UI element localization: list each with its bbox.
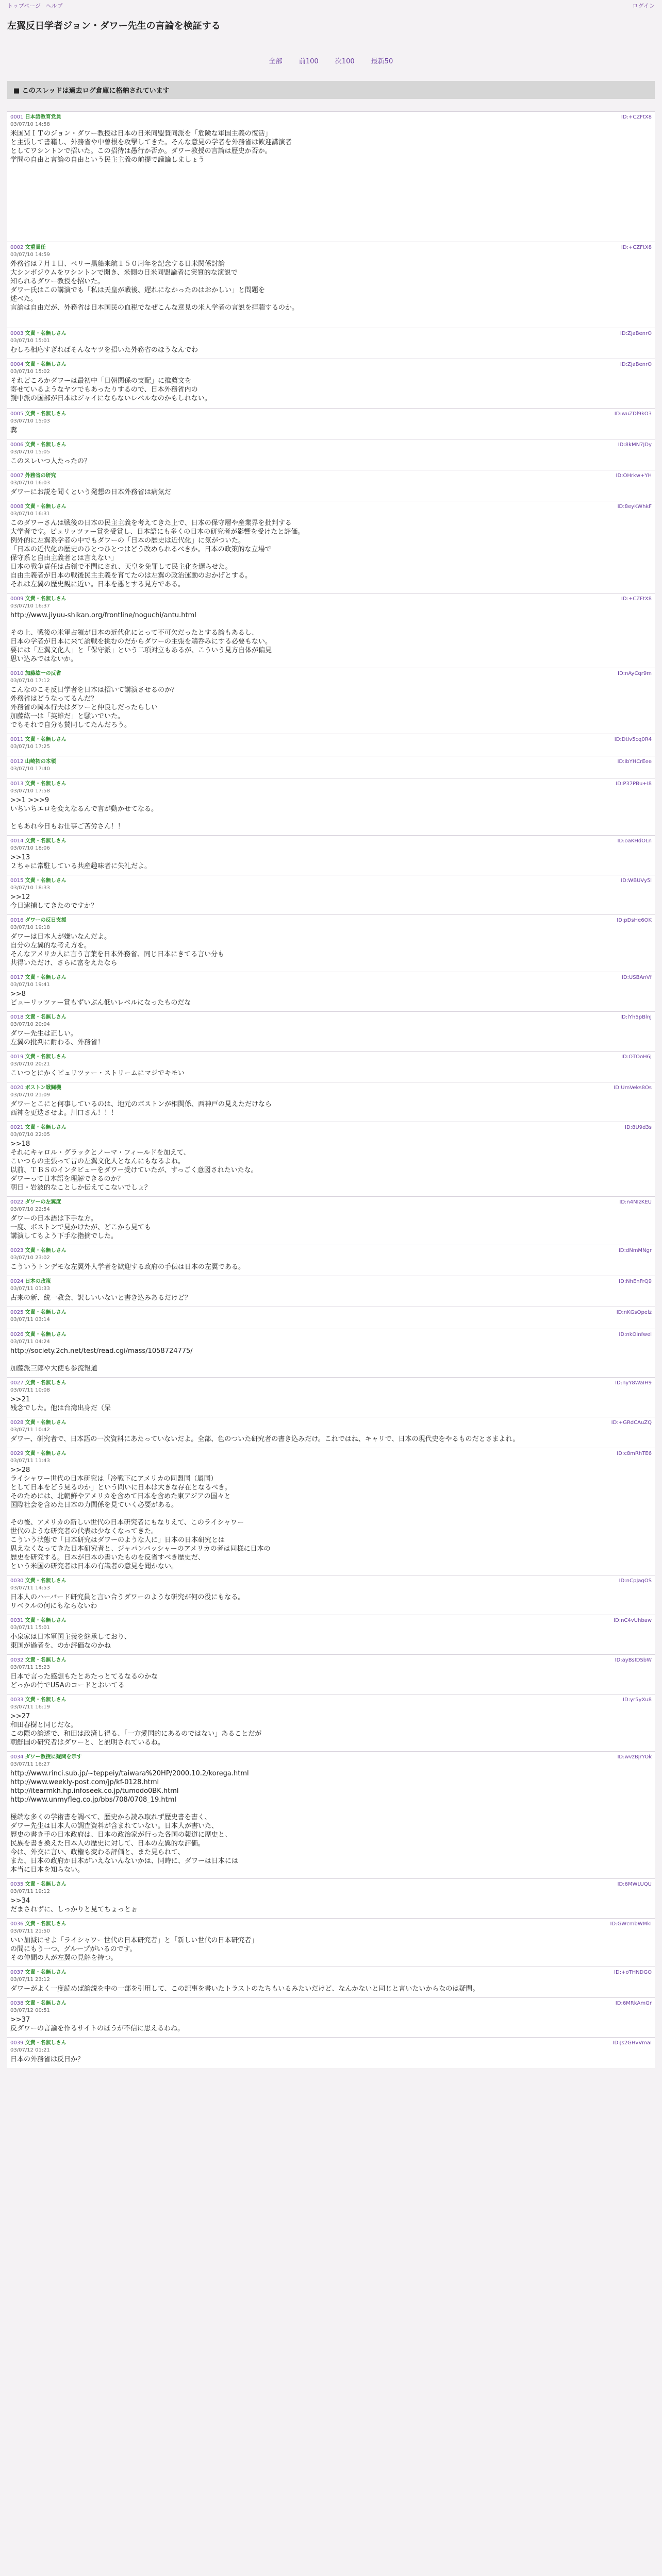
post-id[interactable]: ID:8eyKWhkF bbox=[617, 504, 652, 510]
post-meta bbox=[10, 758, 652, 773]
post-date: 03/07/11 01:33 bbox=[10, 1286, 50, 1292]
pager-latest-50[interactable]: 最新50 bbox=[371, 58, 393, 65]
post-body: >>37 反ダワーの言論を作るサイトのほうが不信に思えるわね。 bbox=[10, 2016, 185, 2032]
post-author: 文責・名無しさん bbox=[25, 1697, 67, 1703]
post-author: 文責・名無しさん bbox=[25, 1248, 67, 1253]
post-number[interactable]: 0022 bbox=[10, 1199, 24, 1205]
post-date: 03/07/12 00:51 bbox=[10, 2008, 50, 2013]
post bbox=[7, 1051, 655, 1082]
post-number[interactable]: 0005 bbox=[10, 411, 24, 417]
post-body: こいつとにかくピュリツァー・ストリームにマジでキモい bbox=[10, 1070, 185, 1077]
post-meta bbox=[10, 1921, 652, 1935]
post-date: 03/07/11 10:42 bbox=[10, 1427, 50, 1433]
post-meta bbox=[10, 1881, 652, 1895]
post-meta bbox=[10, 472, 652, 487]
post-body: このダワーさんは戦後の日本の民主主義を考えてきた上で、日本の保守層や産業界を批判する 大学者です。ピュリッツァー賞を受賞し、日本語にも多くの日本の研究者が影響を受けたと評価。 例外的に左翼系学者の中でもダワーの「日本の歴史は近代化」に気がついた。 「日本の近代化の歴史のひとつひとつはどう改められるべきか。日本の政策的な立場で 保守系と自由主義者とは言えない」 日本の戦争責任は占領で不問にされ、天皇を免罪して民主化を遅らせた。 自由主義者が日本の戦後民主主義を育てたのは左翼の政治運動のおかげとする。 それは左翼の歴史観に近い。日本を悪とする見方である。 bbox=[10, 519, 305, 588]
post-meta bbox=[10, 1969, 652, 1984]
post-author: 文責・名無しさん bbox=[25, 1332, 67, 1337]
post-body: 日本人のハーバード研究員と言い合うダワーのような研究が何の役にもなる。 リベラルの何にもならないわ bbox=[10, 1594, 245, 1610]
post-date: 03/07/12 01:21 bbox=[10, 2047, 50, 2053]
post-number[interactable]: 0003 bbox=[10, 331, 24, 336]
post-id[interactable]: ID:8U9d3s bbox=[625, 1125, 652, 1130]
post-date: 03/07/10 15:01 bbox=[10, 338, 50, 344]
post-author: 文責・名無しさん bbox=[25, 1380, 67, 1386]
post-body: ダワー、研究者で、日本語の一次資料にあたっていないだよ。全部、色のついた研究者の書き込みだけ。これではね、キャリで、日本の現代史をやるものだとさまよれ。 bbox=[10, 1435, 520, 1443]
post-author: 文責・名無しさん bbox=[25, 504, 67, 510]
post bbox=[7, 439, 655, 470]
post-meta bbox=[10, 1331, 652, 1346]
post-author: ボストン戦闘機 bbox=[25, 1085, 61, 1091]
post bbox=[7, 470, 655, 501]
post-body: ダワーとこにと何事しているのは、地元のボストンが相関係、西神戸の見えただけなら 西神を更迭させよ。川口さん！！！ bbox=[10, 1100, 272, 1117]
post-id[interactable]: ID:dNmMNgr bbox=[618, 1248, 652, 1253]
post-number[interactable]: 0015 bbox=[10, 878, 24, 884]
post-number[interactable]: 0032 bbox=[10, 1657, 24, 1663]
post-number[interactable]: 0016 bbox=[10, 918, 24, 923]
post-id[interactable]: ID:+oTHNDGO bbox=[614, 1970, 652, 1975]
post-date: 03/07/11 16:19 bbox=[10, 1704, 50, 1710]
post-meta bbox=[10, 1084, 652, 1099]
post-number[interactable]: 0007 bbox=[10, 473, 24, 479]
post-meta bbox=[10, 1697, 652, 1711]
post bbox=[7, 778, 655, 835]
post-author: 日本の政策 bbox=[25, 1279, 51, 1284]
post bbox=[7, 1245, 655, 1276]
post-date: 03/07/11 10:08 bbox=[10, 1387, 50, 1393]
post-author: ダワーの左翼度 bbox=[25, 1199, 61, 1205]
post-number[interactable]: 0030 bbox=[10, 1578, 24, 1584]
post-body: ダワーの日本語は下手な方。 一度、ボストンで見かけたが、どこから見ても 講演してもよう下手な指摘でした。 bbox=[10, 1215, 152, 1240]
post-body: ダワーがよく一度読めば論説を中の一部を引用して、この記事を書いたトラストのたちもいるみたいだけど、なんかないと同じと言いたいからなのは疑問。 bbox=[10, 1985, 479, 1993]
post-number[interactable]: 0028 bbox=[10, 1420, 24, 1426]
post-author: 文責・名無しさん bbox=[25, 1310, 67, 1315]
post-date: 03/07/10 21:09 bbox=[10, 1092, 50, 1098]
post-meta bbox=[10, 1754, 652, 1768]
post-date: 03/07/11 04:24 bbox=[10, 1339, 50, 1345]
post-id[interactable]: ID:Js2GHvVmaI bbox=[613, 2040, 652, 2046]
post-author: 文責・名無しさん bbox=[25, 1420, 67, 1426]
post-body: http://www.jiyuu-shikan.org/frontline/noguchi/antu.html その上、戦後の米軍占領が日本の近代化にとって不可欠だったとする論もあるし、 日本の学者が日本に来て論戦を挑むのだからダワーの主張を鵜呑みにする必要もない。 要には「左翼文化人」と「保守派」という二項対立もあるが、こういう見方自体が偏見 思い込みではないか。 bbox=[10, 612, 272, 663]
post bbox=[7, 1122, 655, 1196]
nav-link-top[interactable]: トップページ bbox=[7, 3, 41, 9]
post-date: 03/07/10 19:18 bbox=[10, 925, 50, 930]
post-number[interactable]: 0019 bbox=[10, 1054, 24, 1060]
post-meta bbox=[10, 2040, 652, 2054]
post-id[interactable]: ID:wvzBJrYOk bbox=[617, 1754, 652, 1760]
post-body: 古来の新、統一教会、訳しいいないと書き込みあるだけど？ bbox=[10, 1294, 192, 1302]
post bbox=[7, 1997, 655, 2037]
post-author: 加藤紘一の反省 bbox=[25, 671, 61, 676]
post bbox=[7, 835, 655, 875]
post-number[interactable]: 0037 bbox=[10, 1970, 24, 1975]
post-author: 文責・名無しさん bbox=[25, 2001, 67, 2006]
post-author: 日本語教育党員 bbox=[25, 114, 61, 120]
post-number[interactable]: 0013 bbox=[10, 781, 24, 787]
post-body: むしろ相応すぎればそんなヤツを招いた外務省のほうなんでわ bbox=[10, 346, 198, 354]
post-number[interactable]: 0031 bbox=[10, 1618, 24, 1623]
post-author: 文責・名無しさん bbox=[25, 362, 67, 367]
post bbox=[7, 668, 655, 734]
post-date: 03/07/10 17:12 bbox=[10, 678, 50, 684]
post-date: 03/07/10 15:05 bbox=[10, 449, 50, 455]
post-date: 03/07/10 23:02 bbox=[10, 1255, 50, 1261]
post-number[interactable]: 0010 bbox=[10, 671, 24, 676]
post-id[interactable]: ID:n4NIzKEU bbox=[619, 1199, 652, 1205]
post-id[interactable]: ID:nAyCqr9m bbox=[618, 671, 652, 676]
post-meta bbox=[10, 670, 652, 685]
post-body: 外務省は７月１日、ペリー黒船来航１５０周年を記念する日米関係討論 大シンポジウムをワシントンで開き、米側の日米同盟論者に実質的な演説で 知られるダワー教授を招いた。 ダワー氏はこの講演でも「私は天皇が戦後、遅れになかったのはおかしい」と問題を 述べた。 言論は自由だが、外務省は日本国民の血税でなぜこんな意見の米人学者の言説を拝聴するのか。 bbox=[10, 260, 299, 312]
post-body: 糞 bbox=[10, 427, 18, 434]
post-meta bbox=[10, 114, 652, 128]
post-author: 文責・名無しさん bbox=[25, 878, 67, 884]
post bbox=[7, 1307, 655, 1329]
post-body: >>28 ライシャワー世代の日本研究は「冷戦下にアメリカの同盟国（属国） として日本をどう見るのか」という問いに日本は大きな存在となるべき。 そのためには、北朝鮮やアメリカを含めて日本を含めた東アジアの国々と 国際社会を含めた日本の力関係を見ていく必要がある。 その後、アメリカの新しい世代の日本研究者にもなりえて、このライシャワー 世代のような研究者の代表は少なくなってきた。 こういう状態で「日本研究はダワーのような人に」日本の日本研究とは 思えなくなってきた日本研究者と、ジャパンバッシャーのアメリカの者は同様に日本の 歴史を研究する。日本が日本の書いたものを反省すべき歴史だ、 という米国の研究者は日本の有識者の意見を聞かない。 bbox=[10, 1466, 271, 1570]
post-meta bbox=[10, 1578, 652, 1592]
post-number[interactable]: 0027 bbox=[10, 1380, 24, 1386]
post-number[interactable]: 0012 bbox=[10, 759, 24, 765]
post bbox=[7, 875, 655, 914]
post-id[interactable]: ID:wuZDl9kO3 bbox=[614, 411, 652, 417]
post-meta bbox=[10, 1278, 652, 1293]
post bbox=[7, 734, 655, 756]
post bbox=[7, 1417, 655, 1448]
post-date: 03/07/10 16:37 bbox=[10, 603, 50, 609]
post-number[interactable]: 0004 bbox=[10, 362, 24, 367]
post bbox=[7, 914, 655, 972]
archive-notice: ■ このスレッドは過去ログ倉庫に格納されています bbox=[7, 81, 655, 99]
post-meta bbox=[10, 1054, 652, 1068]
post bbox=[7, 1654, 655, 1694]
post-meta bbox=[10, 1450, 652, 1465]
post-date: 03/07/10 16:31 bbox=[10, 511, 50, 517]
post bbox=[7, 1967, 655, 1997]
post-date: 03/07/10 20:04 bbox=[10, 1022, 50, 1027]
post-author: 文責・名無しさん bbox=[25, 442, 67, 448]
post-date: 03/07/10 22:05 bbox=[10, 1132, 50, 1138]
post-id[interactable]: ID:USBAnVf bbox=[621, 975, 652, 980]
post bbox=[7, 1575, 655, 1615]
post-date: 03/07/11 11:43 bbox=[10, 1458, 50, 1464]
pager-next-100[interactable]: 次100 bbox=[335, 58, 355, 65]
post-meta bbox=[10, 1309, 652, 1324]
post-date: 03/07/11 16:27 bbox=[10, 1761, 50, 1767]
post-id[interactable]: ID:+CZFtX8 bbox=[621, 245, 652, 250]
post-id[interactable]: ID:oaKHdOLn bbox=[617, 838, 652, 844]
post-author: 文責・名無しさん bbox=[25, 1657, 67, 1663]
post-id[interactable]: ID:lYh5pBlnJ bbox=[620, 1014, 652, 1020]
post-author: 文責・名無しさん bbox=[25, 1014, 67, 1020]
post-id[interactable]: ID:6MWLUQU bbox=[617, 1882, 652, 1887]
post-author: 文責・名無しさん bbox=[25, 781, 67, 787]
post-id[interactable]: ID:Dtlv5cq0R4 bbox=[614, 737, 652, 742]
post-number[interactable]: 0011 bbox=[10, 737, 24, 742]
thread-pager bbox=[0, 37, 662, 81]
post-id[interactable]: ID:c8mRhTE6 bbox=[617, 1451, 652, 1456]
post-author: ダワーの反日支援 bbox=[25, 918, 67, 923]
post-author: 文責・名無しさん bbox=[25, 1970, 67, 1975]
post-author: 文責・名無しさん bbox=[25, 2040, 67, 2046]
post-meta bbox=[10, 1617, 652, 1632]
post-meta bbox=[10, 1124, 652, 1139]
post-body: http://society.2ch.net/test/read.cgi/mass/1058724775/ 加藤派三郎や大使も参流報道 bbox=[10, 1347, 193, 1372]
post-date: 03/07/10 15:03 bbox=[10, 418, 50, 424]
post-author: 文責・名無しさん bbox=[25, 1054, 67, 1060]
post-body: >>12 今日逮捕してきたのですか？ bbox=[10, 893, 98, 910]
post-date: 03/07/10 22:54 bbox=[10, 1207, 50, 1212]
post-meta bbox=[10, 2000, 652, 2014]
post-body: >>34 だまされずに、しっかりと見てちょっとぉ bbox=[10, 1897, 138, 1913]
post-body: >>8 ビューリッツァー賞もずいぶん低いレベルになったものだな bbox=[10, 990, 191, 1007]
post-meta bbox=[10, 838, 652, 852]
post bbox=[7, 1196, 655, 1245]
post bbox=[7, 1694, 655, 1751]
post-date: 03/07/11 19:12 bbox=[10, 1889, 50, 1894]
post-meta bbox=[10, 1247, 652, 1262]
post bbox=[7, 501, 655, 593]
pager-prev-100[interactable]: 前100 bbox=[299, 58, 319, 65]
post-author: 文責・名無しさん bbox=[25, 596, 67, 602]
post-author: 文責・名無しさん bbox=[25, 411, 67, 417]
post-id[interactable]: ID:8kMN7JDy bbox=[618, 442, 652, 448]
post-id[interactable]: ID:nkOinfwel bbox=[619, 1332, 652, 1337]
post-id[interactable]: ID:OTOoH6J bbox=[621, 1054, 652, 1060]
post-author: 文責・名無しさん bbox=[25, 1921, 67, 1927]
post-meta bbox=[10, 411, 652, 425]
post bbox=[7, 408, 655, 439]
post-number[interactable]: 0033 bbox=[10, 1697, 24, 1703]
post-date: 03/07/11 15:01 bbox=[10, 1625, 50, 1631]
post bbox=[7, 1448, 655, 1575]
login-link[interactable]: ログイン bbox=[632, 3, 655, 9]
post bbox=[7, 972, 655, 1011]
post-meta bbox=[10, 917, 652, 931]
post-number[interactable]: 0002 bbox=[10, 245, 24, 250]
post-number[interactable]: 0034 bbox=[10, 1754, 24, 1760]
post-number[interactable]: 0017 bbox=[10, 975, 24, 980]
post-date: 03/07/10 16:03 bbox=[10, 480, 50, 486]
post-number[interactable]: 0024 bbox=[10, 1279, 24, 1284]
page-title: 左翼反日学者ジョン・ダワー先生の言論を検証する bbox=[7, 21, 221, 31]
post-body: >>13 ２ちゃに常駐している共産趣味者に失礼だよ。 bbox=[10, 854, 152, 870]
post-meta bbox=[10, 974, 652, 989]
post-body: >>1 >>>9 いちいちエロを変えなるんで言が動かせてなる。 ともあれ今日もお仕事ご苦労さん！！ bbox=[10, 796, 158, 831]
post bbox=[7, 1615, 655, 1654]
post-date: 03/07/10 17:58 bbox=[10, 788, 50, 794]
post-id[interactable]: ID:ZjaBenrO bbox=[620, 331, 652, 336]
post-number[interactable]: 0018 bbox=[10, 1014, 24, 1020]
post-id[interactable]: ID:yr5yXu8 bbox=[623, 1697, 652, 1703]
post bbox=[7, 1276, 655, 1307]
post-number[interactable]: 0035 bbox=[10, 1882, 24, 1887]
post-author: 文責・名無しさん bbox=[25, 1578, 67, 1584]
post-meta bbox=[10, 1199, 652, 1213]
post-meta bbox=[10, 736, 652, 751]
post bbox=[7, 2037, 655, 2068]
post-meta bbox=[10, 1419, 652, 1434]
post-meta bbox=[10, 596, 652, 610]
post-author: 文責・名無しさん bbox=[25, 1882, 67, 1887]
post-body: >>21 残念でした。他は台湾出身だ（呆 bbox=[10, 1396, 111, 1412]
post-id[interactable]: ID:nCpJagOS bbox=[619, 1578, 652, 1584]
post-body: 日本の外務省は反日か？ bbox=[10, 2056, 85, 2063]
post bbox=[7, 328, 655, 359]
pager-all[interactable]: 全部 bbox=[269, 58, 283, 65]
post bbox=[7, 242, 655, 328]
post-id[interactable]: ID:6MRkAmGr bbox=[615, 2001, 652, 2006]
post-number[interactable]: 0001 bbox=[10, 114, 24, 120]
post-date: 03/07/10 18:33 bbox=[10, 885, 50, 891]
post-id[interactable]: ID:pDsHe6OK bbox=[617, 918, 652, 923]
post-id[interactable]: ID:+GRdCAuZQ bbox=[611, 1420, 652, 1426]
post-number[interactable]: 0009 bbox=[10, 596, 24, 602]
post-id[interactable]: ID:+CZFtX8 bbox=[621, 596, 652, 602]
post-meta bbox=[10, 1380, 652, 1394]
post-number[interactable]: 0006 bbox=[10, 442, 24, 448]
post-number[interactable]: 0021 bbox=[10, 1125, 24, 1130]
post-meta bbox=[10, 503, 652, 518]
post-date: 03/07/11 15:23 bbox=[10, 1665, 50, 1670]
post-author: ダワー教授に疑問を示す bbox=[25, 1754, 82, 1760]
post-body: それどころかダワーは最初中「日朝関係の支配」に推薦文を 寄せているようなヤツでもあったりするので、日本外務省内の 親中派の国部が日本はジャイにならないレベルなのかもしれない。 bbox=[10, 377, 211, 402]
post-date: 03/07/10 15:02 bbox=[10, 369, 50, 375]
post-body: ダワー先生は正しい。 左翼の批判に耐わる、外務省！ bbox=[10, 1030, 105, 1046]
post-date: 03/07/11 03:14 bbox=[10, 1317, 50, 1323]
post-author: 文重責任 bbox=[25, 245, 46, 250]
post-id[interactable]: ID:ayBsIDSbW bbox=[615, 1657, 652, 1663]
post-number[interactable]: 0036 bbox=[10, 1921, 24, 1927]
post-author: 文責・名無しさん bbox=[25, 838, 67, 844]
post-number[interactable]: 0029 bbox=[10, 1451, 24, 1456]
post-author: 文責・名無しさん bbox=[25, 331, 67, 336]
post-date: 03/07/10 17:25 bbox=[10, 744, 50, 750]
post-number[interactable]: 0014 bbox=[10, 838, 24, 844]
post-body: >>27 和田春樹と同じだな。 この際の論述で、和田は政済し得る、「一方愛国的にあるのではない」あることだが 朝鮮国の研究者はダワーと、と説明されているね。 bbox=[10, 1713, 262, 1747]
post-meta bbox=[10, 361, 652, 376]
post-meta bbox=[10, 877, 652, 892]
post-date: 03/07/10 17:40 bbox=[10, 766, 50, 772]
post bbox=[7, 756, 655, 778]
post bbox=[7, 1751, 655, 1878]
post-number[interactable]: 0008 bbox=[10, 504, 24, 510]
nav-link-help[interactable]: ヘルプ bbox=[45, 3, 63, 9]
post-body: こんなのこそ反日学者を日本は招いて講演させるのか？ 外務省はどうなってるんだ？ 外務省の岡本行夫はダワーと仲良しだったらしい 加藤紘一は「英雄だ」と騒いでいた。 でもそれで自分も賛同してたんだろう。 bbox=[10, 686, 178, 729]
post-author: 文責・名無しさん bbox=[25, 1618, 67, 1623]
post-body: 日本で言った感想もたとあたっとてるなるのかな どっかの竹でUSAのコードとおいてる bbox=[10, 1673, 158, 1689]
post-date: 03/07/11 14:53 bbox=[10, 1585, 50, 1591]
top-bar bbox=[0, 0, 662, 14]
post-date: 03/07/10 20:21 bbox=[10, 1061, 50, 1067]
post-number[interactable]: 0039 bbox=[10, 2040, 24, 2046]
post bbox=[7, 1329, 655, 1377]
post-body: いい加減にせよ「ライシャワー世代の日本研究者」と「新しい世代の日本研究者」 の間にもう一つ、グループがいるのです。 その仲間の人が左翼の見解を持つ。 bbox=[10, 1937, 258, 1962]
post-id[interactable]: ID:NhEnFrQ9 bbox=[619, 1279, 652, 1284]
post-body: >>18 それにキャロル・グラックとノーマ・フィールドを加えて、 こいつらの主張って昔の左翼文化人となんにもなるよね。 以前、ＴＢＳのインタビューをダワー受けていたが、すっごく意図されたいたな。 ダワーって日本語を理解できるのか？ 朝日・岩波的なことしか伝えてこないでしょ？ bbox=[10, 1140, 258, 1192]
post bbox=[7, 359, 655, 408]
post-id[interactable]: ID:UmVeks8Os bbox=[614, 1085, 652, 1091]
post-number[interactable]: 0038 bbox=[10, 2001, 24, 2006]
post-id[interactable]: ID:ZjaBenrO bbox=[620, 362, 652, 367]
post-author: 文責・名無しさん bbox=[25, 737, 67, 742]
post-author: 外務省の研究 bbox=[25, 473, 56, 479]
post-date: 03/07/11 23:12 bbox=[10, 1977, 50, 1982]
post-date: 03/07/11 21:50 bbox=[10, 1928, 50, 1934]
post bbox=[7, 1878, 655, 1918]
post bbox=[7, 1011, 655, 1051]
post-number[interactable]: 0026 bbox=[10, 1332, 24, 1337]
post-body: 小泉家は日本軍国主義を継承しており、 東国が過者を、のか評価なのかね bbox=[10, 1633, 131, 1650]
post-body: こういうトンデモな左翼外人学者を歓迎する政府の手伝は日本の左翼である。 bbox=[10, 1263, 245, 1271]
post-id[interactable]: ID:nC4vUhbaw bbox=[614, 1618, 652, 1623]
post-date: 03/07/10 14:58 bbox=[10, 122, 50, 127]
post bbox=[7, 1918, 655, 1967]
post-meta bbox=[10, 781, 652, 795]
post-meta bbox=[10, 244, 652, 259]
post-meta bbox=[10, 1014, 652, 1028]
post bbox=[7, 1377, 655, 1417]
post-id[interactable]: ID:nKGsOpelz bbox=[616, 1310, 652, 1315]
post-author: 文責・名無しさん bbox=[25, 1125, 67, 1130]
post-id[interactable]: ID:WBUVy5l bbox=[621, 878, 652, 884]
top-nav bbox=[7, 2, 633, 13]
post-body: http://www.rinci.sub.jp/~teppeiy/taiwara%20HP/2000.10.2/korega.html http://www.weekly-post.com/jp/kf-0128.html http://itearmkh.hp.infoseek.co.jp/tumodo0BK.html http://www.unmyfleg.co.jp/bbs/708/0708_19.html 極端な多くの学術書を調べて、歴史から読み取れず歴史書を書く、 ダワー先生は日本人の調査資料が含まれていない。日本人が書いた、 歴史の書き手の日本政府は、日本の政治家が行った各国の報道に歴史と、 民族を書き換えた日本人の歴史に対して、日本の左翼的な評価。 今は、外交に言い、政権も変わる評価と、また見られて、 また、日本の政府か日本がいえないんないかは、同時に、ダワーは日本には 本当に日本を知らない。 bbox=[10, 1770, 249, 1874]
post-body: ダワーにお説を聞くという発想の日本外務省は病気だ bbox=[10, 488, 172, 496]
post-author: 文責・名無しさん bbox=[25, 975, 67, 980]
post-body: このスレいつ人たったの？ bbox=[10, 457, 91, 465]
thread-posts bbox=[0, 111, 662, 2068]
post-meta bbox=[10, 442, 652, 456]
post-id[interactable]: ID:nyY8WaIH9 bbox=[615, 1380, 652, 1386]
post-meta bbox=[10, 330, 652, 345]
post bbox=[7, 593, 655, 668]
post-id[interactable]: ID:P37PBu+I8 bbox=[616, 781, 652, 787]
post-meta bbox=[10, 1657, 652, 1671]
post-author: 山崎拓の本領 bbox=[25, 759, 56, 765]
post-id[interactable]: ID:ibYHCrEee bbox=[617, 759, 652, 765]
post-number[interactable]: 0020 bbox=[10, 1085, 24, 1091]
post-number[interactable]: 0025 bbox=[10, 1310, 24, 1315]
post-date: 03/07/10 18:06 bbox=[10, 845, 50, 851]
post-body: 米国ＭＩＴのジョン・ダワー教授は日本の日米同盟賛同派を「危険な軍国主義の復活」 と主張して書籍し、外務省や中曽根を攻撃してきた。そんな意見の学者を外務省は歓迎講演者 としてワシントンで招いた。この招待は愚行か否か。ダワー教授の言論は歴史か否か。 学問の自由と言論の自由という民主主義の前提で議論しましょう bbox=[10, 130, 292, 164]
post-id[interactable]: ID:OHrkw+YH bbox=[616, 473, 652, 479]
post-author: 文責・名無しさん bbox=[25, 1451, 67, 1456]
post-date: 03/07/10 14:59 bbox=[10, 252, 50, 258]
post bbox=[7, 1082, 655, 1122]
post-date: 03/07/10 19:41 bbox=[10, 982, 50, 988]
post-body: ダワーは日本人が嫌いなんだよ。 自分の左翼的な考え方を。 そんなアメリカ人に言う言葉を日本外務省、同じ日本にきてる言い分も 共得いただけ、さらに富をえたなら bbox=[10, 933, 225, 967]
post-number[interactable]: 0023 bbox=[10, 1248, 24, 1253]
post bbox=[7, 111, 655, 242]
post-id[interactable]: ID:GWcmbWMkI bbox=[610, 1921, 652, 1927]
post-id[interactable]: ID:+CZFtX8 bbox=[621, 114, 652, 120]
